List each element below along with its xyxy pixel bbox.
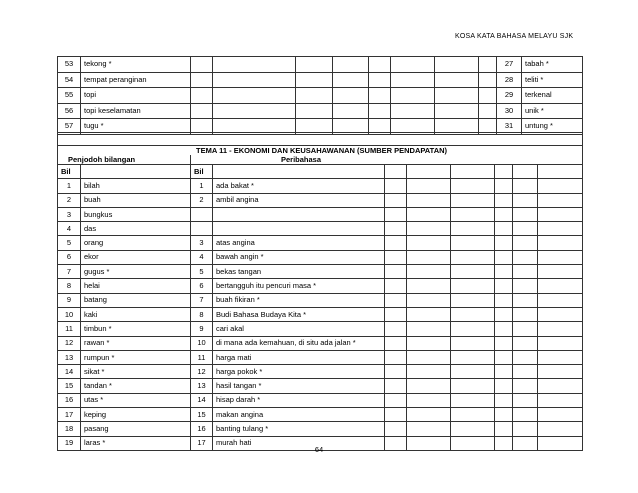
penjodoh-word: bilah [81, 179, 191, 193]
peribahasa-number: 17 [191, 436, 213, 450]
penjodoh-number: 2 [58, 193, 81, 207]
table-row [58, 222, 583, 236]
penjodoh-number: 6 [58, 250, 81, 264]
peribahasa-number: 10 [191, 336, 213, 350]
peribahasa-number [191, 222, 213, 236]
penjodoh-word: rawan * [81, 336, 191, 350]
vocab-word: topi [81, 88, 191, 104]
peribahasa-text: bekas tangan [213, 265, 385, 279]
peribahasa-text: atas angina [213, 236, 385, 250]
vocab-word: unik * [522, 103, 583, 119]
peribahasa-number: 15 [191, 408, 213, 422]
peribahasa-number: 7 [191, 293, 213, 307]
peribahasa-text: bawah angin * [213, 250, 385, 264]
penjodoh-number: 15 [58, 379, 81, 393]
penjodoh-word: rumpun * [81, 350, 191, 364]
peribahasa-number: 2 [191, 193, 213, 207]
peribahasa-text: bertangguh itu pencuri masa * [213, 279, 385, 293]
vocab-word: tugu * [81, 119, 191, 135]
penjodoh-number: 13 [58, 350, 81, 364]
penjodoh-word: helai [81, 279, 191, 293]
peribahasa-text: ada bakat * [213, 179, 385, 193]
table-row [58, 293, 583, 307]
table-row [58, 408, 583, 422]
top-vocabulary-table [57, 56, 583, 135]
penjodoh-word: sikat * [81, 365, 191, 379]
table-row [58, 422, 583, 436]
peribahasa-text: ambil angina [213, 193, 385, 207]
table-row [58, 179, 583, 193]
penjodoh-number: 19 [58, 436, 81, 450]
peribahasa-number: 1 [191, 179, 213, 193]
penjodoh-number: 11 [58, 322, 81, 336]
table-row [58, 365, 583, 379]
penjodoh-number: 10 [58, 307, 81, 321]
table-row [58, 379, 583, 393]
vocab-word: teliti * [522, 72, 583, 88]
peribahasa-number: 3 [191, 236, 213, 250]
peribahasa-number: 12 [191, 365, 213, 379]
row-number: 55 [58, 88, 81, 104]
peribahasa-text: buah fikiran * [213, 293, 385, 307]
table-row [58, 336, 583, 350]
penjodoh-heading: Penjodoh bilangan [58, 155, 191, 165]
peribahasa-text: cari akal [213, 322, 385, 336]
penjodoh-word: das [81, 222, 191, 236]
penjodoh-word: tandan * [81, 379, 191, 393]
row-number: 31 [497, 119, 522, 135]
peribahasa-number: 9 [191, 322, 213, 336]
penjodoh-number: 9 [58, 293, 81, 307]
penjodoh-word: ekor [81, 250, 191, 264]
peribahasa-number: 5 [191, 265, 213, 279]
table-row [58, 250, 583, 264]
penjodoh-word: kaki [81, 307, 191, 321]
peribahasa-number [191, 207, 213, 221]
table-row [58, 193, 583, 207]
table-row [58, 279, 583, 293]
peribahasa-text: banting tulang * [213, 422, 385, 436]
peribahasa-text: Budi Bahasa Budaya Kita * [213, 307, 385, 321]
peribahasa-text: hisap darah * [213, 393, 385, 407]
peribahasa-text: harga mati [213, 350, 385, 364]
peribahasa-number: 13 [191, 379, 213, 393]
vocab-word: untung * [522, 119, 583, 135]
penjodoh-number: 1 [58, 179, 81, 193]
penjodoh-number: 8 [58, 279, 81, 293]
penjodoh-word: buah [81, 193, 191, 207]
penjodoh-number: 16 [58, 393, 81, 407]
vocab-word: tempat peranginan [81, 72, 191, 88]
table-row [58, 265, 583, 279]
table-row [58, 88, 583, 104]
peribahasa-text: di mana ada kemahuan, di situ ada jalan * [213, 336, 385, 350]
theme-row [58, 146, 583, 156]
theme-11-table [57, 132, 583, 451]
table-row [58, 236, 583, 250]
penjodoh-number: 5 [58, 236, 81, 250]
peribahasa-text: makan angina [213, 408, 385, 422]
page-header: KOSA KATA BAHASA MELAYU SJK [455, 33, 574, 40]
table-row [58, 322, 583, 336]
row-number: 54 [58, 72, 81, 88]
row-number: 29 [497, 88, 522, 104]
row-number: 53 [58, 57, 81, 73]
penjodoh-word: pasang [81, 422, 191, 436]
penjodoh-number: 14 [58, 365, 81, 379]
vocab-word: terkenal [522, 88, 583, 104]
row-number: 28 [497, 72, 522, 88]
penjodoh-word: keping [81, 408, 191, 422]
penjodoh-word: gugus * [81, 265, 191, 279]
bil-left-header: Bil [58, 165, 81, 179]
row-number: 57 [58, 119, 81, 135]
peribahasa-text [213, 207, 385, 221]
row-number: 27 [497, 57, 522, 73]
page-number: 64 [314, 445, 324, 454]
peribahasa-text: hasil tangan * [213, 379, 385, 393]
table-row [58, 393, 583, 407]
bil-header-row [58, 165, 583, 179]
peribahasa-number: 14 [191, 393, 213, 407]
bil-right-header: Bil [191, 165, 213, 179]
penjodoh-word: laras * [81, 436, 191, 450]
row-number: 56 [58, 103, 81, 119]
peribahasa-number: 11 [191, 350, 213, 364]
table-row [58, 103, 583, 119]
penjodoh-word: utas * [81, 393, 191, 407]
blank-row [58, 133, 583, 146]
peribahasa-text: harga pokok * [213, 365, 385, 379]
penjodoh-number: 3 [58, 207, 81, 221]
vocab-word: tabah * [522, 57, 583, 73]
peribahasa-number: 4 [191, 250, 213, 264]
vocab-word: topi keselamatan [81, 103, 191, 119]
table-row [58, 57, 583, 73]
peribahasa-text: murah hati [213, 436, 385, 450]
penjodoh-number: 18 [58, 422, 81, 436]
penjodoh-word: bungkus [81, 207, 191, 221]
peribahasa-number: 16 [191, 422, 213, 436]
table-row [58, 307, 583, 321]
peribahasa-number: 6 [191, 279, 213, 293]
subheading-row [58, 155, 583, 165]
vocab-word: tekong * [81, 57, 191, 73]
penjodoh-number: 17 [58, 408, 81, 422]
penjodoh-word: timbun * [81, 322, 191, 336]
peribahasa-number: 8 [191, 307, 213, 321]
penjodoh-word: batang [81, 293, 191, 307]
table-row [58, 72, 583, 88]
row-number: 30 [497, 103, 522, 119]
peribahasa-text [213, 222, 385, 236]
penjodoh-number: 4 [58, 222, 81, 236]
table-row [58, 207, 583, 221]
penjodoh-word: orang [81, 236, 191, 250]
table-row [58, 350, 583, 364]
penjodoh-number: 12 [58, 336, 81, 350]
penjodoh-number: 7 [58, 265, 81, 279]
peribahasa-heading: Peribahasa [191, 155, 583, 165]
theme-title: TEMA 11 - EKONOMI DAN KEUSAHAWANAN (SUMBER PENDAPATAN) [58, 146, 583, 156]
